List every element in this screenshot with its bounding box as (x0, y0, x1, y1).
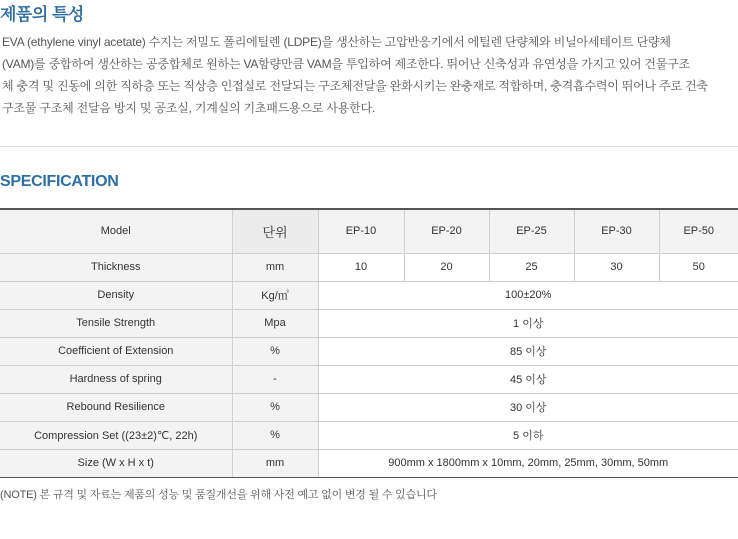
table-row (0, 393, 738, 421)
description-line: (VAM)를 중합하여 생산하는 공중합체로 원하는 VA함량만큼 VAM을 투입하여 제조한다. 뛰어난 신축성과 유연성을 가지고 있어 건물구조 (2, 57, 690, 71)
row-unit: % (232, 337, 318, 365)
header-model-ep25: EP-25 (489, 209, 574, 253)
header-unit: 단위 (232, 209, 318, 253)
product-title: 제품의 특성 (0, 5, 84, 24)
table-row (0, 281, 738, 309)
row-value: 100±20% (318, 281, 738, 309)
table-row (0, 421, 738, 449)
row-unit: % (232, 393, 318, 421)
row-label: Thickness (0, 253, 232, 281)
product-description (2, 31, 738, 119)
table-row (0, 337, 738, 365)
header-model-ep30: EP-30 (574, 209, 659, 253)
row-unit: Mpa (232, 309, 318, 337)
row-value: 900mm x 1800mm x 10mm, 20mm, 25mm, 30mm, 50mm (318, 449, 738, 477)
row-unit: % (232, 421, 318, 449)
header-model-ep10: EP-10 (318, 209, 404, 253)
table-row (0, 309, 738, 337)
row-value: 85 이상 (318, 337, 738, 365)
header-model-ep50: EP-50 (659, 209, 738, 253)
thickness-value: 50 (659, 253, 738, 281)
section-divider (0, 146, 738, 147)
table-header-row (0, 209, 738, 253)
table-row (0, 253, 738, 281)
header-model: Model (0, 209, 232, 253)
row-unit: mm (232, 253, 318, 281)
row-value: 45 이상 (318, 365, 738, 393)
row-label: Size (W x H x t) (0, 449, 232, 477)
row-label: Compression Set ((23±2)℃, 22h) (0, 421, 232, 449)
footnote: (NOTE) 본 규격 및 자료는 제품의 성능 및 품질개선을 위해 사전 예고 없이 변경 될 수 있습니다 (0, 489, 437, 501)
row-label: Rebound Resilience (0, 393, 232, 421)
row-value: 30 이상 (318, 393, 738, 421)
thickness-value: 25 (489, 253, 574, 281)
spec-title: SPECIFICATION (0, 173, 119, 190)
row-label: Tensile Strength (0, 309, 232, 337)
row-unit: mm (232, 449, 318, 477)
description-line: 구조물 구조체 전달음 방지 및 공조실, 기계실의 기초패드용으로 사용한다. (2, 101, 376, 115)
row-label: Density (0, 281, 232, 309)
row-unit: - (232, 365, 318, 393)
description-line: 체 충격 및 진동에 의한 직하층 또는 직상층 인접실로 전달되는 구조체전달을 완화시키는 완충재로 적합하며, 충격흡수력이 뛰어나 주로 건축 (2, 79, 708, 93)
table-row (0, 365, 738, 393)
thickness-value: 10 (318, 253, 404, 281)
header-model-ep20: EP-20 (404, 209, 489, 253)
row-value: 5 이하 (318, 421, 738, 449)
row-unit: Kg/㎥ (232, 281, 318, 309)
row-value: 1 이상 (318, 309, 738, 337)
thickness-value: 20 (404, 253, 489, 281)
thickness-value: 30 (574, 253, 659, 281)
row-label: Hardness of spring (0, 365, 232, 393)
description-line: EVA (ethylene vinyl acetate) 수지는 저밀도 폴리에틸렌 (LDPE)을 생산하는 고압반응기에서 에틸렌 단량체와 비닐아세테이트 단량체 (2, 35, 671, 49)
spec-table (0, 208, 738, 478)
row-label: Coefficient of Extension (0, 337, 232, 365)
table-row (0, 449, 738, 477)
